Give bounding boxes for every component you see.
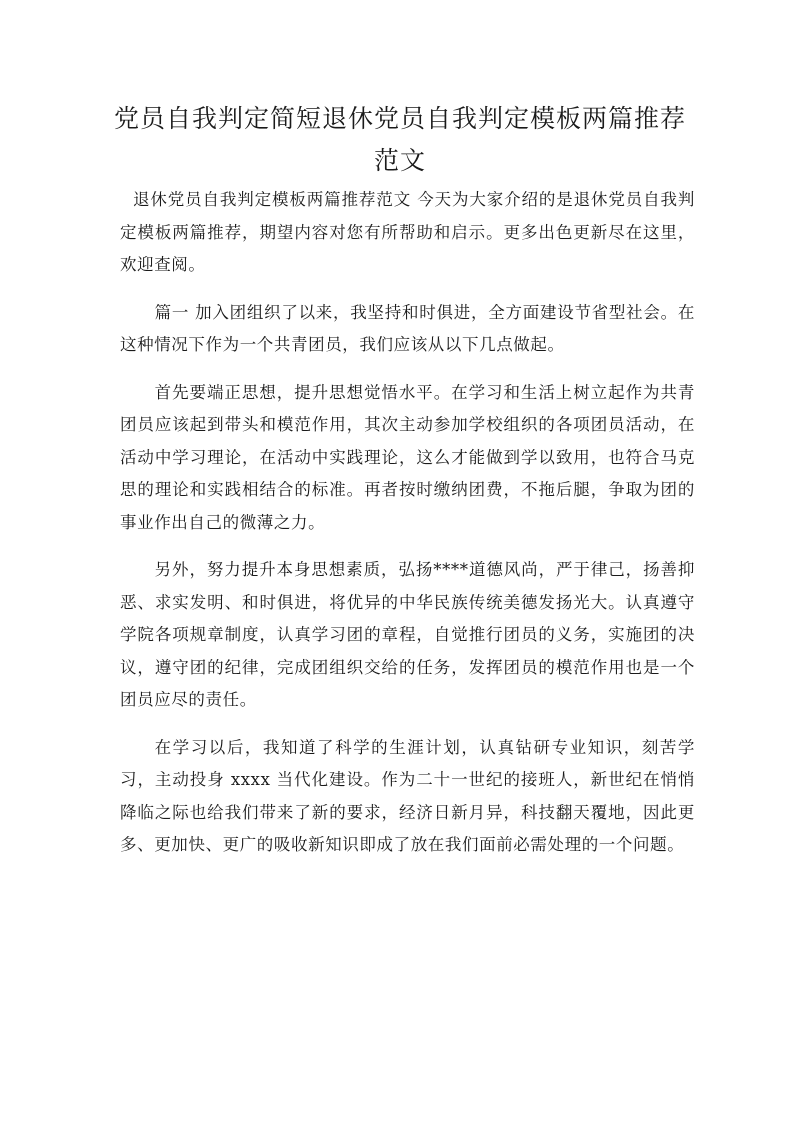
paragraph-1: 篇一 加入团组织了以来，我坚持和时俱进，全方面建设节省型社会。在这种情况下作为一个共青团员，我们应该从以下几点做起。 xyxy=(120,302,695,354)
document-title: 党员自我判定简短退休党员自我判定模板两篇推荐范文 xyxy=(113,104,686,175)
paragraph-4: 在学习以后，我知道了科学的生涯计划，认真钻研专业知识，刻苦学习，主动投身 xxxx 当代化建设。作为二十一世纪的接班人，新世纪在悄悄降临之际也给我们带来了新的要求，经济日新月异，科技翻天覆地，因此更多、更加快、更广的吸收新知识即成了放在我们面前必需处理的一个问题。 xyxy=(120,737,695,854)
document-body xyxy=(120,184,695,862)
paragraph-3: 另外，努力提升本身思想素质，弘扬****道德风尚，严于律己，扬善抑恶、求实发明、和时俱进，将优异的中华民族传统美德发扬光大。认真遵守学院各项规章制度，认真学习团的章程，自觉推行团员的义务，实施团的决议，遵守团的纪律，完成团组织交给的任务，发挥团员的模范作用也是一个团员应尽的责任。 xyxy=(120,560,695,709)
paragraph-intro: 退休党员自我判定模板两篇推荐范文 今天为大家介绍的是退休党员自我判定模板两篇推荐，期望内容对您有所帮助和启示。更多出色更新尽在这里，欢迎查阅。 xyxy=(120,190,695,274)
paragraph-2: 首先要端正思想，提升思想觉悟水平。在学习和生活上树立起作为共青团员应该起到带头和模范作用，其次主动参加学校组织的各项团员活动，在活动中学习理论，在活动中实践理论，这么才能做到学以致用，也符合马克思的理论和实践相结合的标准。再者按时缴纳团费，不拖后腿，争取为团的事业作出自己的微薄之力。 xyxy=(120,382,695,532)
